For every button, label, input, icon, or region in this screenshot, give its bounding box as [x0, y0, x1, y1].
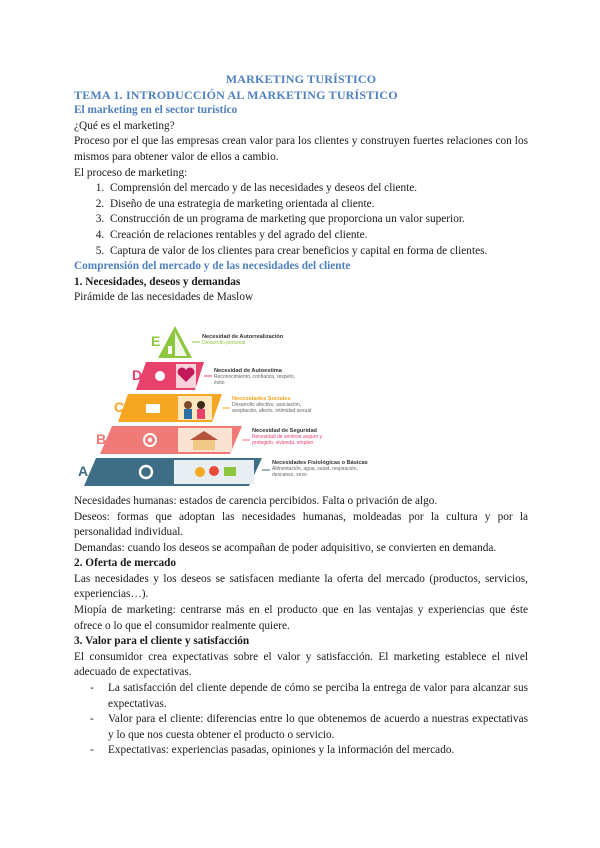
- oferta-text: Las necesidades y los deseos se satisfacen mediante la oferta del mercado (productos, servicios, experiencias…).: [74, 572, 528, 601]
- process-intro: El proceso de marketing:: [74, 166, 188, 179]
- star-badge-icon: [155, 371, 165, 381]
- list-item: 2. Diseño de una estrategia de marketing orientada al cliente.: [107, 197, 528, 213]
- heading-necesidades: 1. Necesidades, deseos y demandas: [74, 275, 241, 288]
- level-b-letter: B: [96, 430, 107, 447]
- level-e-desc: Desarrollo personal: [202, 340, 246, 347]
- list-item: 1. Comprensión del mercado y de las necesidades y deseos del cliente.: [107, 181, 528, 197]
- valor-intro: El consumidor crea expectativas sobre el valor y satisfacción. El marketing establece el nivel adecuado de expectativas.: [74, 650, 528, 679]
- valor-list: [74, 681, 528, 759]
- section-heading-comprension: Comprensión del mercado y de las necesidades del cliente: [74, 260, 351, 273]
- level-e-letter: E: [151, 332, 161, 349]
- list-item-text: Expectativas: experiencias pasadas, opiniones y la información del mercado.: [108, 744, 455, 757]
- def-deseos: Deseos: formas que adoptan las necesidades humanas, moldeadas por la cultura y por la personalidad individual.: [74, 510, 528, 539]
- level-a-name: Necesidades Fisiológicas o Básicas: [272, 459, 368, 466]
- document-title: MARKETING TURÍSTICO: [225, 72, 377, 86]
- list-item: 4. Creación de relaciones rentables y del agrado del cliente.: [107, 228, 528, 244]
- person-icon: [168, 346, 172, 354]
- document-page: [74, 72, 528, 759]
- def-necesidades: Necesidades humanas: estados de carencia percibidos. Falta o privación de algo.: [74, 494, 438, 507]
- mountain-icon: [175, 332, 187, 356]
- level-d-letter: D: [132, 366, 143, 383]
- level-d-desc: Reconocimiento, confianza, respeto, éxito: [214, 374, 295, 387]
- level-a-label: [272, 460, 368, 478]
- heading-valor: 3. Valor para el cliente y satisfacción: [74, 635, 250, 648]
- list-item: 3. Construcción de un programa de marketing que proporciona un valor superior.: [107, 212, 528, 228]
- level-b-label: [252, 428, 338, 446]
- list-item: [90, 681, 528, 712]
- level-b-name: Necesidad de Seguridad: [252, 427, 317, 434]
- level-a-desc: Alimentación, agua, salud, respiración, descanso, sexo: [272, 466, 358, 479]
- list-item: [90, 712, 528, 743]
- list-item: [90, 743, 528, 759]
- question-text: ¿Qué es el marketing?: [74, 119, 175, 132]
- level-b-desc: Necesidad de sentirse seguro y protegido, vivienda, empleo: [252, 434, 323, 447]
- people-icon: [184, 401, 192, 409]
- dash-marker: -: [90, 744, 94, 757]
- level-a-letter: A: [78, 462, 89, 479]
- section-heading-sector: El marketing en el sector turístico: [74, 104, 238, 117]
- level-d-name: Necesidad de Autoestima: [214, 367, 282, 374]
- process-list: [74, 181, 528, 259]
- list-item-text: La satisfacción del cliente depende de cómo se perciba la entrega de valor para alcanzar sus expectativas.: [108, 682, 528, 710]
- list-item: 5. Captura de valor de los clientes para crear beneficios y capital en forma de clientes.: [107, 244, 528, 260]
- list-item-text: Valor para el cliente: diferencias entre lo que obtenemos de acuerdo a nuestras expectativas y lo que nos cuesta obtener el producto o servicio.: [108, 713, 528, 741]
- maslow-pyramid-figure: [74, 310, 528, 488]
- heading-oferta: 2. Oferta de mercado: [74, 557, 177, 570]
- food-icon: [195, 467, 205, 477]
- dash-marker: -: [90, 682, 94, 695]
- document-subtitle: TEMA 1. INTRODUCCIÓN AL MARKETING TURÍSTICO: [74, 87, 398, 102]
- def-demandas: Demandas: cuando los deseos se acompañan de poder adquisitivo, se convierten en demanda.: [74, 541, 497, 554]
- pyramid-caption: Pirámide de las necesidades de Maslow: [74, 291, 254, 304]
- level-d-label: [214, 368, 300, 386]
- level-c-desc: Desarrollo afectivo, asociación, aceptación, afecto, intimidad sexual: [232, 402, 312, 415]
- level-c-letter: C: [114, 398, 125, 415]
- level-c-icon-panel: [178, 396, 212, 420]
- dash-marker: -: [90, 713, 94, 726]
- level-e-label: [202, 334, 288, 346]
- users-icon: [146, 404, 160, 413]
- miopia-text: Miopía de marketing: centrarse más en el producto que en las ventajas y experiencias que éste ofrece o lo que el consumidor realmente quiere.: [74, 604, 528, 632]
- level-e-name: Necesidad de Autorrealización: [202, 333, 284, 340]
- level-c-label: [232, 396, 318, 414]
- level-c-name: Necesidades Sociales: [232, 395, 291, 402]
- definition-text: Proceso por el que las empresas crean valor para los clientes y construyen fuertes relaciones con los mismos para obtener valor de ellos a cambio.: [74, 135, 528, 163]
